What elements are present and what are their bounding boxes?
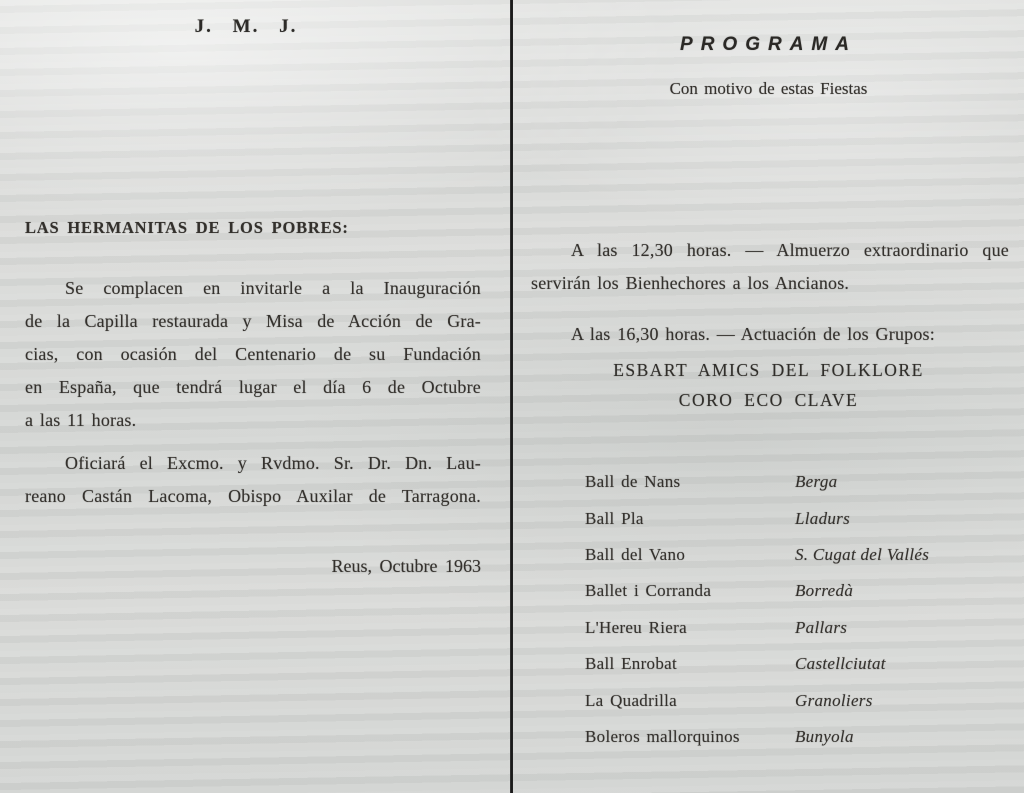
performance-list (585, 464, 1005, 755)
invitation-line: cias, con ocasión del Centenario de su Fundación (25, 344, 481, 364)
origin-name: Granoliers (795, 690, 873, 710)
officiant-line: reano Castán Lacoma, Obispo Auxilar de Tarragona. (25, 486, 481, 506)
officiant-paragraph (25, 447, 481, 513)
dance-name: Ball de Nans (585, 472, 681, 492)
program-subtitle: Con motivo de estas Fiestas (669, 79, 868, 98)
origin-name: Pallars (795, 617, 848, 637)
invitation-line: Se complacen en invitarle a la Inauguración (65, 278, 481, 298)
dateline: Reus, Octubre 1963 (331, 556, 481, 576)
performance-row (585, 573, 1005, 609)
dance-name: Boleros mallorquinos (585, 726, 740, 746)
dance-name: L'Hereu Riera (585, 617, 687, 637)
left-page (0, 0, 510, 793)
performance-row (585, 500, 1005, 536)
schedule-item-1630 (531, 318, 1009, 351)
officiant-line: Oficiará el Excmo. y Rvdmo. Sr. Dr. Dn. Lau- (65, 453, 481, 473)
origin-name: Bunyola (795, 726, 854, 746)
performance-row (585, 682, 1005, 718)
origin-name: Castellciutat (795, 654, 886, 674)
monogram: J. M. J. (194, 16, 298, 37)
origin-name: Berga (795, 472, 838, 492)
dance-name: La Quadrilla (585, 690, 677, 710)
invitation-line: en España, que tendrá lugar el día 6 de Octubre (25, 377, 481, 397)
dance-name: Ball del Vano (585, 544, 686, 564)
schedule-item-1230 (531, 234, 1009, 300)
dance-name: Ball Pla (585, 508, 644, 528)
performance-row (585, 610, 1005, 646)
performance-row (585, 646, 1005, 682)
right-page (513, 0, 1024, 793)
salutation: LAS HERMANITAS DE LOS POBRES: (25, 218, 349, 237)
schedule-line: A las 16,30 horas. — Actuación de los Grupos: (571, 324, 935, 344)
schedule-line: A las 12,30 horas. — Almuerzo extraordinario que (571, 240, 1009, 260)
dance-name: Ballet i Corranda (585, 581, 712, 601)
performance-row (585, 537, 1005, 573)
origin-name: S. Cugat del Vallés (795, 544, 930, 564)
performance-row (585, 719, 1005, 755)
performance-row (585, 464, 1005, 500)
invitation-line: a las 11 horas. (25, 410, 137, 430)
origin-name: Lladurs (795, 508, 851, 528)
invitation-paragraph (25, 272, 481, 437)
program-title: PROGRAMA (680, 34, 857, 55)
invitation-line: de la Capilla restaurada y Misa de Acción de Gra- (25, 311, 481, 331)
dance-name: Ball Enrobat (585, 654, 677, 674)
group-name-coro: CORO ECO CLAVE (678, 390, 859, 410)
schedule-line: servirán los Bienhechores a los Ancianos. (531, 273, 850, 293)
origin-name: Borredà (795, 581, 854, 601)
group-name-esbart: ESBART AMICS DEL FOLKLORE (613, 360, 924, 380)
